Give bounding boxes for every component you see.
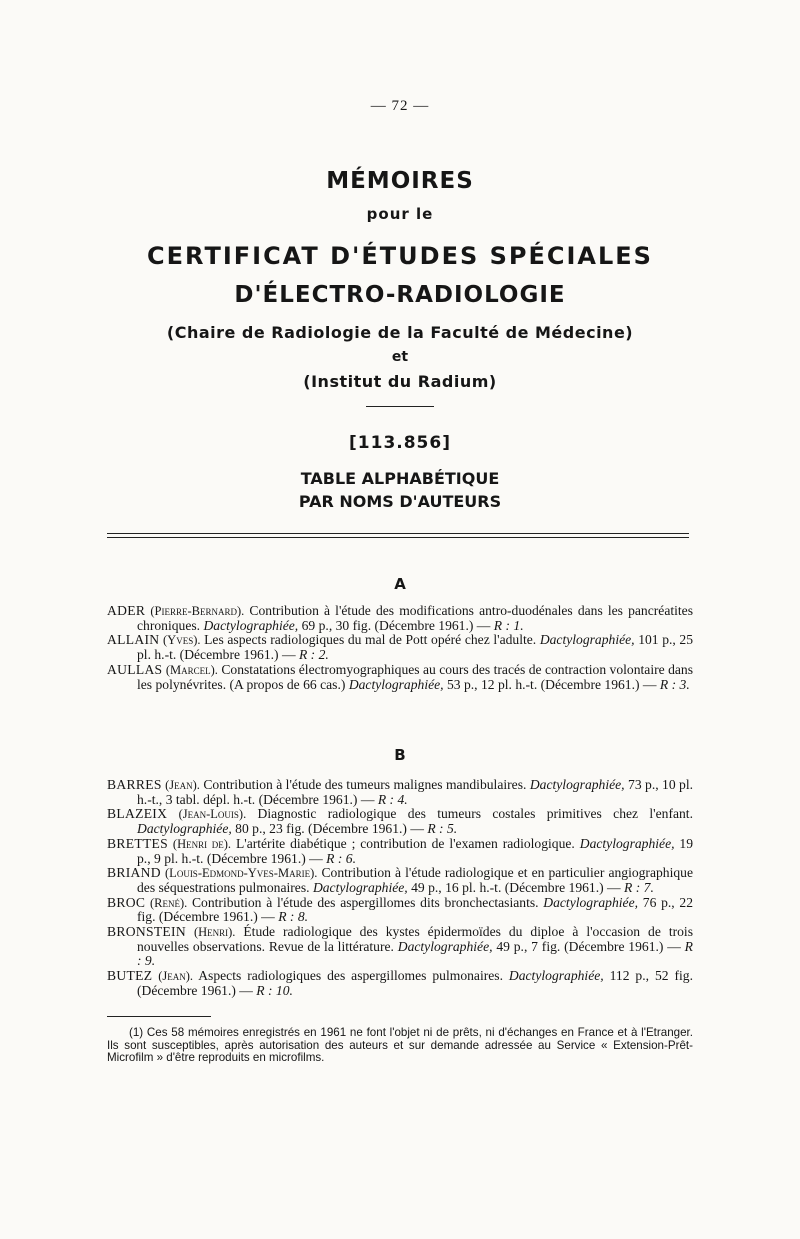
entry-title: Contribution à l'étude des tumeurs malignes mandibulaires. bbox=[203, 777, 527, 792]
entry-title: Constatations électromyographiques au cours des tracés de contraction volontaire dans les polynévrites. (A propos de 66 cas.) bbox=[137, 661, 693, 692]
entry-number: R : 4. bbox=[377, 791, 408, 807]
entry-title: Contribution à l'étude radiologique et en particulier angiographique des séquestrations pulmonaires. bbox=[137, 865, 693, 895]
subtitle-institut: (Institut du Radium) bbox=[303, 372, 497, 391]
entry-title: Diagnostic radiologique des tumeurs costales primitives chez l'enfant. bbox=[257, 806, 693, 822]
author-given-name: (Yves). bbox=[163, 633, 201, 648]
author-given-name: (Henri). bbox=[193, 925, 236, 940]
table-heading-line2: PAR NOMS D'AUTEURS bbox=[298, 492, 502, 511]
reference-number: [113.856] bbox=[349, 433, 451, 453]
entry-reference: Dactylographiée, bbox=[539, 632, 635, 648]
author-given-name: (Louis-Edmond-Yves-Marie). bbox=[165, 866, 318, 881]
subtitle-chaire: (Chaire de Radiologie de la Faculté de Médecine) bbox=[166, 323, 634, 342]
author-surname: BRONSTEIN bbox=[107, 924, 186, 940]
entry-details: 76 p., 22 fig. (Décembre 1961.) — bbox=[137, 894, 693, 925]
author-surname: BUTEZ bbox=[107, 968, 153, 984]
double-divider bbox=[107, 533, 689, 538]
title-certificat: CERTIFICAT D'ÉTUDES SPÉCIALES bbox=[147, 242, 653, 270]
author-surname: BROC bbox=[107, 894, 146, 910]
entry-number: R : 5. bbox=[427, 821, 458, 837]
entry-details: 19 p., 9 pl. h.-t. (Décembre 1961.) — bbox=[137, 835, 694, 866]
section-letter-b: B bbox=[394, 746, 406, 764]
entry-reference: Dactylographiée, bbox=[348, 676, 444, 692]
author-surname: ADER bbox=[107, 603, 146, 618]
subtitle-et: et bbox=[391, 349, 409, 365]
author-given-name: (Jean). bbox=[165, 778, 200, 792]
entry-reference: Dactylographiée, bbox=[397, 938, 493, 954]
entry-title: Contribution à l'étude des modifications antro-duodénales dans les pancréatites chroniques. bbox=[137, 603, 694, 633]
entry-title: Aspects radiologiques des aspergillomes pulmonaires. bbox=[198, 968, 503, 984]
short-divider bbox=[366, 406, 434, 407]
entry-reference: Dactylographiée, bbox=[543, 894, 639, 910]
author-surname: BLAZEIX bbox=[107, 806, 168, 822]
entry-details: 112 p., 52 fig. (Décembre 1961.) — bbox=[137, 968, 693, 998]
title-memoires: MÉMOIRES bbox=[326, 168, 474, 194]
bibliography-entry bbox=[107, 837, 693, 866]
section-b-entries bbox=[107, 778, 693, 999]
bibliography-entry bbox=[107, 778, 693, 807]
author-surname: BRETTES bbox=[107, 835, 169, 851]
entry-title: Les aspects radiologiques du mal de Pott opéré chez l'adulte. bbox=[204, 632, 537, 648]
entry-details: 49 p., 16 pl. h.-t. (Décembre 1961.) — bbox=[411, 879, 621, 895]
page-number: — 72 — bbox=[370, 98, 430, 114]
author-surname: AULLAS bbox=[107, 661, 163, 677]
entry-details: 80 p., 23 fig. (Décembre 1961.) — bbox=[235, 821, 424, 837]
entry-title: L'artérite diabétique ; contribution de l'examen radiologique. bbox=[235, 835, 575, 851]
author-surname: BRIAND bbox=[107, 865, 161, 881]
entry-reference: Dactylographiée, bbox=[137, 821, 232, 837]
bibliography-entry bbox=[107, 896, 693, 925]
entry-details: 49 p., 7 fig. (Décembre 1961.) — bbox=[496, 938, 681, 954]
entry-number: R : 8. bbox=[278, 909, 309, 925]
author-given-name: (Henri de). bbox=[172, 836, 232, 851]
entry-details: 73 p., 10 pl. h.-t., 3 tabl. dépl. h.-t. (Décembre 1961.) — bbox=[137, 777, 694, 807]
entry-number: R : 9. bbox=[137, 938, 693, 969]
author-given-name: (Jean-Louis). bbox=[178, 807, 247, 822]
entry-number: R : 6. bbox=[326, 850, 356, 866]
author-given-name: (Marcel). bbox=[165, 662, 218, 677]
entry-number: R : 1. bbox=[493, 617, 524, 633]
entry-reference: Dactylographiée, bbox=[203, 617, 299, 633]
entry-number: R : 3. bbox=[659, 676, 690, 692]
footnote-divider bbox=[107, 1016, 211, 1017]
bibliography-entry bbox=[107, 925, 693, 969]
bibliography-entry bbox=[107, 866, 693, 895]
footnote: (1) Ces 58 mémoires enregistrés en 1961 ne font l'objet ni de prêts, ni d'échanges en France et à l'Etranger. Ils sont susceptibles, après autorisation des auteurs et sur demande adressée au Service « Extension-Prêt-Microfilm » d'être reproduits en microfilms. bbox=[107, 1026, 693, 1065]
entry-title: Étude radiologique des kystes épidermoïdes du diploe à l'occasion de trois nouvelles observations. Revue de la littérature. bbox=[137, 924, 693, 954]
entry-details: 69 p., 30 fig. (Décembre 1961.) — bbox=[301, 617, 491, 633]
entry-number: R : 10. bbox=[256, 982, 293, 998]
entry-details: 101 p., 25 pl. h.-t. (Décembre 1961.) — bbox=[137, 632, 694, 663]
author-given-name: (Pierre-Bernard). bbox=[150, 604, 245, 618]
author-surname: BARRES bbox=[107, 777, 162, 792]
entry-reference: Dactylographiée, bbox=[312, 879, 408, 895]
entry-number: R : 2. bbox=[298, 647, 329, 663]
title-electro-radiologie: D'ÉLECTRO-RADIOLOGIE bbox=[234, 282, 566, 308]
entry-details: 53 p., 12 pl. h.-t. (Décembre 1961.) — bbox=[446, 676, 657, 692]
entry-reference: Dactylographiée, bbox=[579, 835, 675, 851]
bibliography-entry bbox=[107, 969, 693, 998]
bibliography-entry bbox=[107, 633, 693, 662]
section-letter-a: A bbox=[394, 575, 406, 593]
section-a-entries bbox=[107, 604, 693, 692]
author-given-name: (Jean). bbox=[158, 969, 194, 984]
title-pour-le: pour le bbox=[366, 205, 434, 223]
entry-number: R : 7. bbox=[624, 879, 654, 895]
bibliography-entry bbox=[107, 604, 693, 633]
bibliography-entry bbox=[107, 807, 693, 836]
table-heading-line1: TABLE ALPHABÉTIQUE bbox=[300, 469, 500, 488]
entry-title: Contribution à l'étude des aspergillomes dits bronchectasiants. bbox=[191, 894, 539, 910]
author-given-name: (René). bbox=[149, 895, 188, 910]
author-surname: ALLAIN bbox=[107, 632, 160, 648]
bibliography-entry bbox=[107, 663, 693, 692]
entry-reference: Dactylographiée, bbox=[508, 968, 604, 984]
entry-reference: Dactylographiée, bbox=[529, 777, 625, 792]
